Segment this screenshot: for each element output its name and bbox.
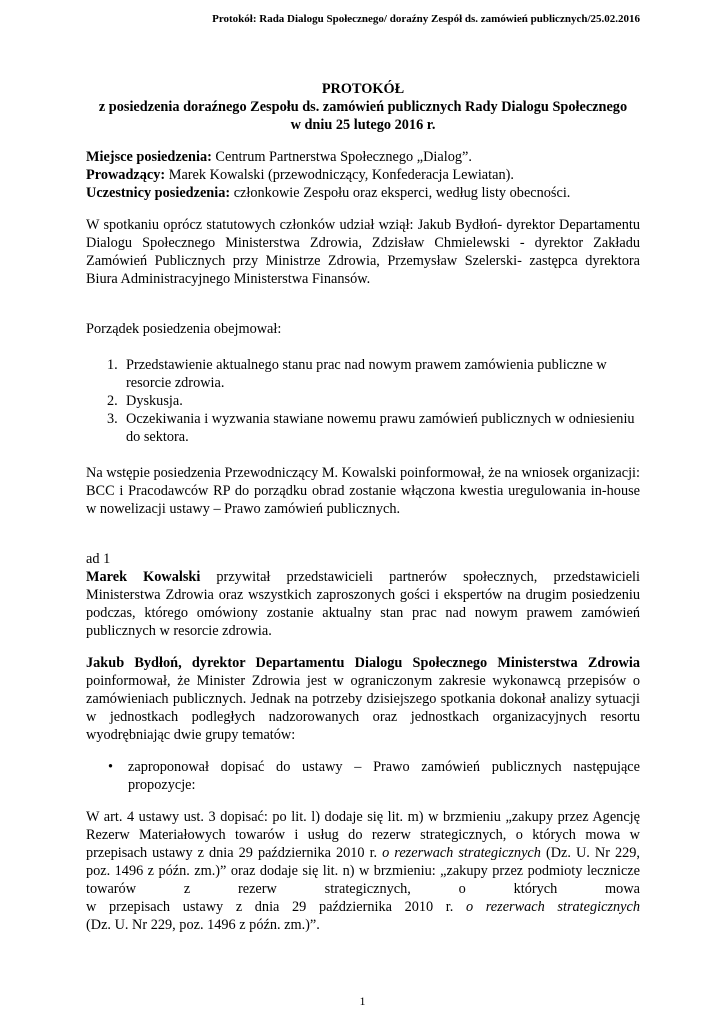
list-item: 3. Oczekiwania i wyzwania stawiane nowemu prawu zamówień publicznych w odniesieniu do sektora. [107, 411, 635, 445]
article-proposal [86, 808, 640, 934]
bullet-icon: • [108, 759, 114, 775]
proposal-text-cont: w przepisach ustawy z dnia 29 października 2010 r. o rezerwach strategicznych [86, 899, 640, 915]
document-body [86, 80, 640, 934]
document-subtitle: z posiedzenia doraźnego Zespołu ds. zamówień publicznych Rady Dialogu Społecznego [98, 99, 628, 115]
document-title: PROTOKÓŁ [321, 81, 405, 97]
participants-value: członkowie Zespołu oraz eksperci, według listy obecności. [230, 185, 571, 201]
participants-label: Uczestnicy posiedzenia: [86, 185, 231, 201]
agenda-intro: Porządek posiedzenia obejmował: [86, 321, 282, 337]
document-date: w dniu 25 lutego 2016 r. [290, 117, 436, 133]
proposal-text: W art. 4 ustawy ust. 3 dopisać: po lit. l) dodaje się lit. m) w brzmieniu „zakupy przez Agencję Rezerw Materiałowych towarów i usług do rezerw strategicznych, o których mowa w przepisach ustawy z dnia 29 października 2010 r. o rezerwach strategicznych (Dz. U. Nr 229, poz. 1496 z późn. zm.)” oraz dodaje się lit. n) w brzmieniu: „zakupy przez podmioty lecznicze towarów z rezerw strategicznych, o których mowa [86, 809, 640, 897]
bydlon-paragraph: Jakub Bydłoń, dyrektor Departamentu Dialogu Społecznego Ministerstwa Zdrowia poinformował, że Minister Zdrowia jest w ograniczonym zakresie wykonawcą przepisów o zamówieniach publicznych. Jednak na potrzeby dzisiejszego spotkania dokonał analizy sytuacji w jednostkach podległych nadzorowanych oraz jednostkach organizacyjnych resortu wyodrębniając dwie grupy tematów: [86, 655, 640, 743]
running-header: Protokół: Rada Dialogu Społecznego/ doraźny Zespół ds. zamówień publicznych/25.02.2016 [212, 13, 640, 25]
list-item: 1. Przedstawienie aktualnego stanu prac nad nowym prawem zamówienia publiczne w resorcie zdrowia. [107, 357, 607, 391]
place-value: Centrum Partnerstwa Społecznego „Dialog”. [211, 149, 472, 165]
page-number: 1 [359, 994, 366, 1008]
section-ad1: ad 1 [86, 551, 111, 567]
agenda-list [86, 356, 640, 446]
chair-label: Prowadzący: [86, 167, 166, 183]
speaker-name: Jakub Bydłoń, dyrektor Departamentu Dialogu Społecznego Ministerstwa Zdrowia [86, 655, 640, 671]
chair-value: Marek Kowalski (przewodniczący, Konfederacja Lewiatan). [165, 167, 514, 183]
intro-paragraph: W spotkaniu oprócz statutowych członków udział wziął: Jakub Bydłoń- dyrektor Departamentu Dialogu Społecznego Ministerstwa Zdrowia, Zdzisław Chmielewski - dyrektor Zakładu Zamówień Publicznych przy Ministrze Zdrowia, Przemysław Szelerski- zastępca dyrektora Biura Administracyjnego Ministerstwa Finansów. [86, 217, 640, 287]
place-label: Miejsce posiedzenia: [86, 149, 212, 165]
list-item: 2. Dyskusja. [107, 393, 183, 409]
proposal-text-end: (Dz. U. Nr 229, poz. 1496 z późn. zm.)”. [86, 917, 320, 933]
opening-paragraph: Na wstępie posiedzenia Przewodniczący M. Kowalski poinformował, że na wniosek organizacji: BCC i Pracodawców RP do porządku obrad zostanie włączona kwestia uregulowania in-house w nowelizacji ustawy – Prawo zamówień publicznych. [86, 465, 640, 517]
list-item: • zaproponował dopisać do ustawy – Prawo zamówień publicznych następujące propozycje: [108, 759, 640, 793]
speaker-name: Marek Kowalski [86, 569, 201, 585]
kowalski-paragraph: Marek Kowalski przywitał przedstawicieli partnerów społecznych, przedstawicieli Ministerstwa Zdrowia oraz wszystkich zaproszonych gości i ekspertów na drugim posiedzeniu podczas, którego omówiony zostanie aktualny stan prac nad nowym prawem zamówień publicznych w resorcie zdrowia. [86, 569, 641, 639]
topics-list [86, 758, 640, 794]
meeting-info [86, 148, 640, 202]
